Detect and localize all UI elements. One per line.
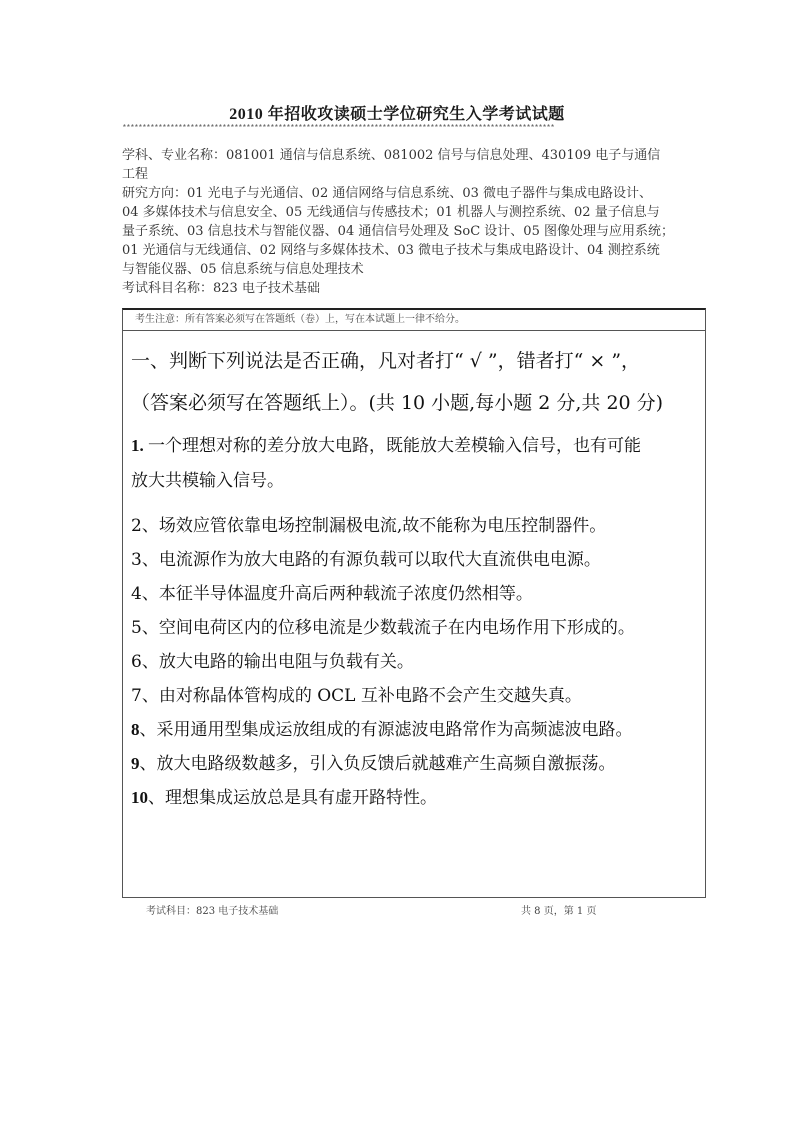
exam-title: 2010 年招收攻读硕士学位研究生入学考试试题 [229, 106, 565, 123]
question-separator: 、 [148, 788, 165, 808]
question-text: 由对称晶体管构成的 OCL 互补电路不会产生交越失真。 [158, 686, 582, 706]
question-number: 2 [131, 516, 142, 536]
question-separator: 、 [141, 516, 159, 536]
question-separator: 、 [141, 550, 159, 570]
question-9 [131, 749, 616, 774]
question-separator: 、 [141, 618, 159, 638]
question-number: 3 [131, 550, 142, 570]
question-separator: 、 [141, 652, 159, 672]
question-separator: . [139, 436, 148, 455]
major-line-1: 学科、专业名称：081001 通信与信息系统、081002 信号与信息处理、430109 电子与通信 [122, 148, 661, 163]
question-text: 本征半导体温度升高后两种载流子浓度仍然相等。 [158, 584, 533, 604]
question-6 [131, 647, 414, 672]
question-number: 8 [131, 720, 140, 739]
direction-line-1: 研究方向：01 光电子与光通信、02 通信网络与信息系统、03 微电子器件与集成电路设计、 [122, 186, 653, 201]
direction-line-3: 量子系统、03 信息技术与智能仪器、04 通信信号处理及 SoC 设计、05 图像处理与应用系统； [122, 224, 674, 239]
question-number: 7 [131, 686, 142, 706]
question-text: 放大电路级数越多，引入负反馈后就越难产生高频自激振荡。 [156, 754, 616, 774]
question-2 [131, 511, 606, 536]
question-7 [131, 681, 582, 706]
subject-name: 考试科目名称：823 电子技术基础 [122, 281, 320, 296]
major-line-2: 工程 [122, 167, 149, 182]
question-number: 5 [131, 618, 142, 638]
question-separator: 、 [141, 584, 159, 604]
question-box [122, 308, 706, 898]
question-1-continued: 放大共模输入信号。 [131, 471, 284, 491]
question-4 [131, 579, 533, 604]
question-number: 1 [131, 436, 140, 455]
section-heading-line-2: （答案必须写在答题纸上）。(共 10 小题,每小题 2 分,共 20 分) [131, 392, 664, 414]
footer-page-count: 共 8 页，第 1 页 [521, 906, 597, 917]
question-number: 9 [131, 754, 140, 773]
exam-info [122, 146, 708, 298]
direction-line-2: 04 多媒体技术与信息安全、05 无线通信与传感技术；01 机器人与测控系统、02 量子信息与 [122, 205, 660, 220]
separator-line: ************************************************************************************************************ [122, 124, 555, 133]
question-text: 放大电路的输出电阻与负载有关。 [158, 652, 414, 672]
footer-subject: 考试科目：823 电子技术基础 [146, 906, 279, 917]
question-text: 采用通用型集成运放组成的有源滤波电路常作为高频滤波电路。 [156, 720, 633, 740]
candidate-notice: 考生注意：所有答案必须写在答题纸（卷）上，写在本试题上一律不给分。 [123, 310, 705, 331]
section-heading-line-1: 一、判断下列说法是否正确，凡对者打“ √ ”，错者打“ × ”， [131, 350, 641, 372]
direction-line-4: 01 光通信与无线通信、02 网络与多媒体技术、03 微电子技术与集成电路设计、04 测控系统 [122, 243, 660, 258]
question-text: 一个理想对称的差分放大电路，既能放大差模输入信号，也有可能 [148, 436, 641, 456]
question-number: 4 [131, 584, 142, 604]
question-8 [131, 715, 633, 740]
question-10 [131, 783, 437, 808]
question-number: 10 [131, 788, 148, 807]
question-5 [131, 613, 635, 638]
question-3 [131, 545, 601, 570]
question-number: 6 [131, 652, 142, 672]
question-text: 理想集成运放总是具有虚开路特性。 [165, 788, 437, 808]
question-separator: 、 [139, 720, 157, 740]
question-text: 电流源作为放大电路的有源负载可以取代大直流供电电源。 [158, 550, 601, 570]
question-text: 空间电荷区内的位移电流是少数载流子在内电场作用下形成的。 [158, 618, 635, 638]
question-separator: 、 [139, 754, 157, 774]
question-text: 场效应管依靠电场控制漏极电流,故不能称为电压控制器件。 [158, 516, 607, 536]
question-1 [131, 431, 641, 456]
question-separator: 、 [141, 686, 159, 706]
direction-line-5: 与智能仪器、05 信息系统与信息处理技术 [122, 262, 364, 277]
